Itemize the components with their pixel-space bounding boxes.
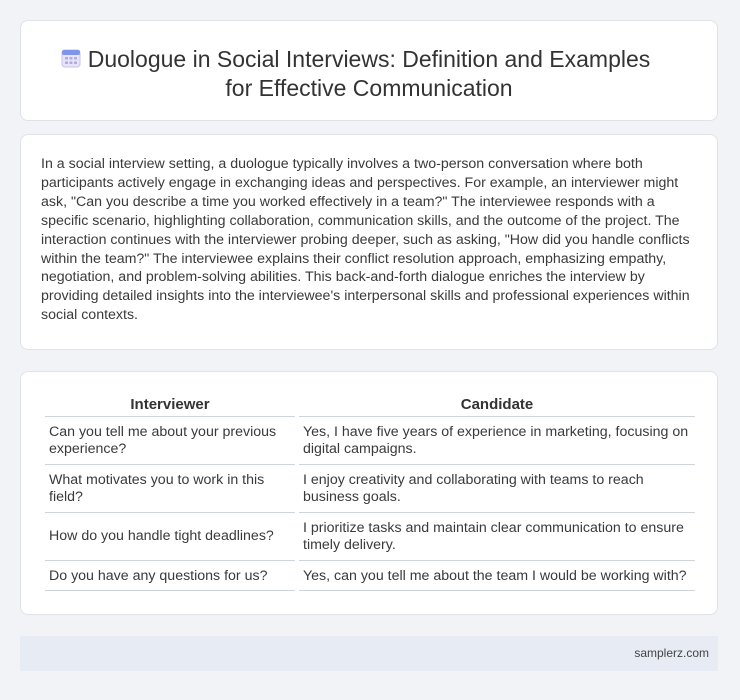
interviewer-question: What motivates you to work in this field? xyxy=(45,465,295,513)
interviewer-question: Do you have any questions for us? xyxy=(45,561,295,592)
title-card xyxy=(20,20,718,121)
table-row xyxy=(45,513,695,561)
footer xyxy=(20,636,718,671)
table-row xyxy=(45,465,695,513)
page-title-line-2: for Effective Communication xyxy=(225,75,513,101)
interviewer-question: How do you handle tight deadlines? xyxy=(45,513,295,561)
page-title xyxy=(21,45,717,103)
candidate-answer: I enjoy creativity and collaborating with teams to reach business goals. xyxy=(299,465,695,513)
header-interviewer: Interviewer xyxy=(45,392,295,417)
table-row xyxy=(45,561,695,592)
candidate-answer: Yes, I have five years of experience in marketing, focusing on digital campaigns. xyxy=(299,417,695,465)
footer-site-link[interactable]: samplerz.com xyxy=(634,646,709,660)
table-header-row xyxy=(45,392,695,417)
description-card xyxy=(20,134,718,350)
description-text: In a social interview setting, a duologue typically involves a two-person conversation where both participants actively engage in exchanging ideas and perspectives. For example, an interviewer might ask, "Can you describe a time you worked effectively in a team?" The interviewee responds with a specific scenario, highlighting collaboration, communication skills, and the outcome of the project. The interaction continues with the interviewer probing deeper, such as asking, "How did you handle conflicts within the team?" The interviewee explains their conflict resolution approach, emphasizing empathy, negotiation, and problem-solving abilities. This back-and-forth dialogue enriches the interview by providing detailed insights into the interviewee's interpersonal skills and professional experiences within social contexts. xyxy=(41,156,690,324)
table-row xyxy=(45,417,695,465)
dialogue-table xyxy=(41,392,699,591)
candidate-answer: Yes, can you tell me about the team I would be working with? xyxy=(299,561,695,592)
page-title-line-1: Duologue in Social Interviews: Definition and Examples xyxy=(87,46,651,72)
header-candidate: Candidate xyxy=(299,392,695,417)
dialogue-table-card xyxy=(20,371,718,615)
interviewer-question: Can you tell me about your previous experience? xyxy=(45,417,295,465)
candidate-answer: I prioritize tasks and maintain clear communication to ensure timely delivery. xyxy=(299,513,695,561)
